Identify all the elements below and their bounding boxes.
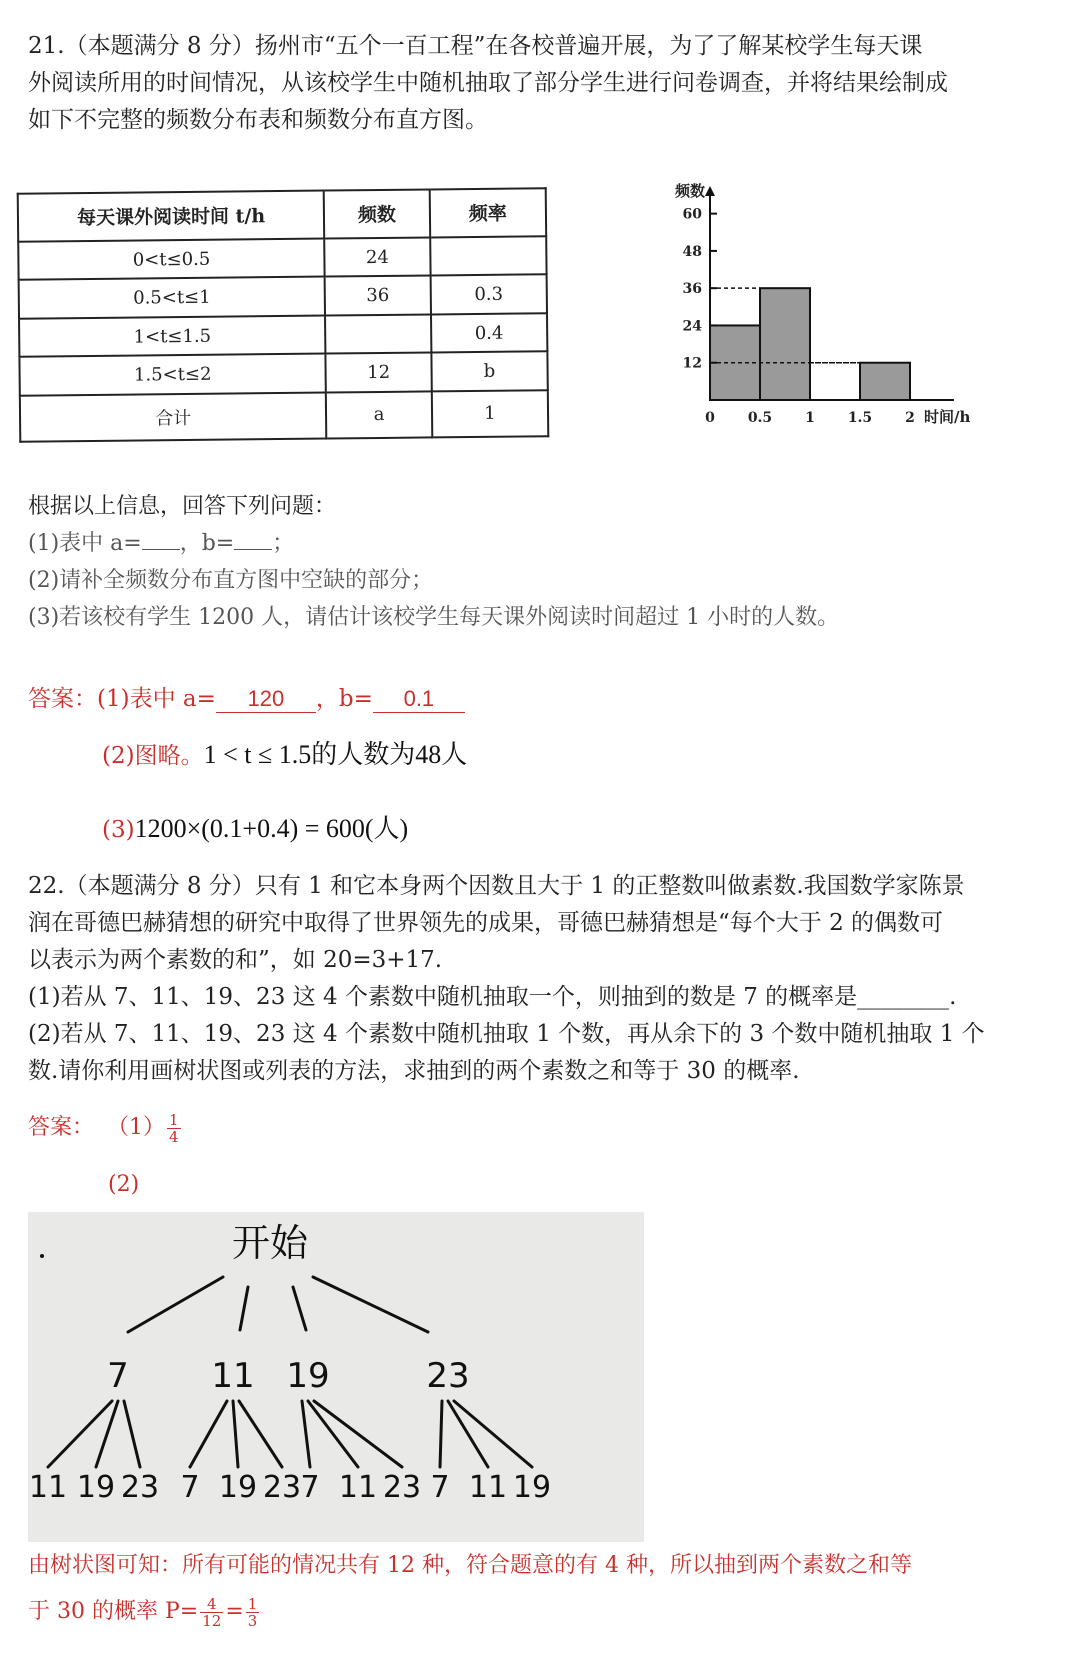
- q22-conclusion-line-2: [28, 1594, 1048, 1630]
- q21-stem-line-3: 如下不完整的频数分布表和频数分布直方图。: [28, 107, 488, 133]
- y-tick-label: 60: [682, 206, 702, 223]
- x-tick-label: 0.5: [747, 410, 773, 426]
- table-header-cell: 频率: [430, 188, 547, 237]
- q21-answer-1-label: 答案：(1)表中 a=: [28, 686, 216, 712]
- stray-dot: [40, 1254, 44, 1258]
- q21-sub1-end: ；: [272, 531, 295, 556]
- q21-answer-1-b-label: ，b=: [315, 686, 373, 712]
- tree-branch: [96, 1401, 118, 1467]
- tree-diagram: [28, 1212, 644, 1542]
- tree-node-level2: 7: [180, 1470, 200, 1505]
- q21-sub3: (3)若该校有学生 1200 人，请估计该校学生每天课外阅读时间超过 1 小时的人数。: [28, 605, 840, 630]
- q22-stem: [28, 868, 1038, 1090]
- q21-answer-1: [28, 680, 465, 713]
- tree-branch: [314, 1401, 402, 1467]
- q22-stem-line-2: 润在哥德巴赫猜想的研究中取得了世界领先的成果，哥德巴赫猜想是“每个大于 2 的偶数可: [28, 910, 944, 936]
- q22-conclusion: [28, 1548, 1048, 1630]
- tree-node-level1: 23: [426, 1356, 470, 1396]
- table-cell: 12: [326, 353, 432, 393]
- tree-branch: [240, 1287, 248, 1330]
- table-row: [18, 236, 546, 280]
- frequency-table: [17, 187, 550, 443]
- table-cell: 1: [432, 390, 549, 437]
- x-axis-label: 时间/h: [924, 408, 971, 426]
- tree-node-level2: 19: [218, 1470, 258, 1505]
- x-tick-label: 2: [905, 410, 915, 426]
- y-axis-label: 频数: [674, 182, 705, 200]
- tree-branch: [124, 1401, 140, 1467]
- fraction-denominator: 12: [202, 1611, 222, 1630]
- q22-sub1: (1)若从 7、11、19、23 这 4 个素数中随机抽取一个，则抽到的数是 7 的概率是________.: [28, 984, 957, 1010]
- y-axis-arrow: [705, 186, 715, 196]
- y-tick-label: 24: [682, 318, 702, 335]
- table-row: [20, 390, 548, 442]
- x-tick-label: 0: [705, 410, 715, 426]
- y-tick-label: 36: [682, 281, 702, 298]
- q21-sub1-b: ，b=: [179, 531, 235, 556]
- tree-branch: [233, 1401, 238, 1467]
- tree-node-level2: 7: [430, 1470, 450, 1505]
- tree-branch: [128, 1277, 223, 1332]
- probability-fraction-2: [246, 1596, 260, 1629]
- fraction-numerator: 1: [247, 1594, 258, 1613]
- table-cell: 0<t≤0.5: [18, 238, 325, 280]
- q21-sub1: [28, 525, 1038, 562]
- tree-node-level2: 11: [338, 1470, 378, 1505]
- tree-branch: [293, 1287, 306, 1330]
- histogram-bar: [860, 363, 910, 400]
- table-row: [19, 274, 547, 318]
- tree-node-level2: 7: [300, 1470, 320, 1505]
- tree-node-level1: 11: [211, 1356, 255, 1396]
- table-cell: 合计: [20, 392, 327, 441]
- histogram-bar: [760, 288, 810, 400]
- q22-conclusion-line-1: 由树状图可知：所有可能的情况共有 12 种，符合题意的有 4 种，所以抽到两个素数之和等: [28, 1553, 912, 1578]
- q21-answer-b: 0.1: [373, 686, 465, 713]
- table-cell: a: [326, 391, 432, 438]
- tree-branch: [239, 1401, 282, 1467]
- q22-answer-label: 答案：: [28, 1115, 95, 1140]
- table-header-cell: 每天课外阅读时间 t/h: [18, 191, 325, 242]
- tree-node-level1: 7: [107, 1356, 129, 1396]
- tree-branch: [440, 1401, 442, 1467]
- table-cell: b: [431, 351, 548, 391]
- table-cell: 0.3: [430, 274, 547, 314]
- x-tick-label: 1.5: [847, 410, 873, 426]
- probability-fraction-1: [200, 1596, 223, 1629]
- y-tick-label: 12: [682, 355, 702, 372]
- tree-branch: [308, 1401, 358, 1467]
- tree-branch: [302, 1401, 310, 1467]
- tree-branch: [454, 1401, 532, 1467]
- table-cell: [325, 314, 431, 354]
- tree-node-level2: 11: [468, 1470, 508, 1505]
- table-cell: 1.5<t≤2: [19, 354, 326, 396]
- q21-stem-line-1: 21.（本题满分 8 分）扬州市“五个一百工程”在各校普遍开展，为了了解某校学生每天课: [28, 33, 923, 59]
- table-header-cell: 频数: [324, 189, 430, 238]
- q21-prompt: 根据以上信息，回答下列问题：: [28, 494, 337, 519]
- fraction-denominator: 3: [247, 1611, 258, 1630]
- tree-branch: [190, 1401, 227, 1467]
- table-cell: 1<t≤1.5: [19, 315, 326, 357]
- tree-diagram-photo: [28, 1212, 644, 1542]
- q22-sub2-line-1: (2)若从 7、11、19、23 这 4 个素数中随机抽取 1 个数，再从余下的 3 个数中随机抽取 1 个: [28, 1021, 985, 1047]
- q22-sub2-line-2: 数.请你利用画树状图或列表的方法，求抽到的两个素数之和等于 30 的概率.: [28, 1058, 800, 1084]
- q22-conclusion-text: 于 30 的概率 P=: [28, 1599, 199, 1624]
- tree-branch: [48, 1401, 112, 1467]
- q21-questions: [28, 488, 1038, 636]
- table-row: [19, 313, 547, 357]
- q21-answer-3: [102, 808, 408, 845]
- frequency-histogram: [674, 180, 1000, 450]
- tree-node-level2: 19: [512, 1470, 552, 1505]
- y-tick-label: 48: [682, 243, 702, 260]
- table-cell: 0.4: [431, 313, 548, 353]
- table-header-row: [18, 188, 546, 241]
- tree-node-level2: 19: [76, 1470, 116, 1505]
- fraction-denominator: 4: [169, 1127, 179, 1146]
- table-cell: 0.5<t≤1: [19, 277, 326, 319]
- q22-stem-line-1: 22.（本题满分 8 分）只有 1 和它本身两个因数且大于 1 的正整数叫做素数.我国数学家陈景: [28, 873, 965, 899]
- table-cell: [430, 236, 547, 276]
- tree-node-level2: 23: [262, 1470, 302, 1505]
- q21-answer-a: 120: [216, 686, 316, 713]
- q22-answer-2-label: (2): [108, 1172, 140, 1197]
- tree-node-level2: 23: [382, 1470, 422, 1505]
- fraction-numerator: 1: [169, 1110, 179, 1129]
- tree-node-level1: 19: [286, 1356, 330, 1396]
- equals-sign: =: [225, 1599, 244, 1624]
- q21-answer-2-text: 1 < t ≤ 1.5的人数为48人: [203, 740, 468, 769]
- table-cell: 36: [325, 276, 431, 316]
- q22-stem-line-3: 以表示为两个素数的和”，如 20=3+17.: [28, 947, 443, 973]
- q21-sub1-text: (1)表中 a=: [28, 531, 142, 556]
- q21-answer-3-label: (3): [102, 817, 135, 843]
- q21-answer-2: [102, 734, 467, 771]
- q21-stem: [28, 28, 1038, 139]
- q22-answer-1: [28, 1110, 183, 1145]
- tree-node-level2: 23: [120, 1470, 160, 1505]
- tree-branch: [313, 1277, 428, 1332]
- table-row: [19, 351, 547, 395]
- q22-answer-1-label: （1）: [107, 1115, 166, 1140]
- x-tick-label: 1: [805, 410, 815, 426]
- tree-root: 开始: [231, 1221, 309, 1265]
- tree-node-level2: 11: [28, 1470, 68, 1505]
- q21-stem-line-2: 外阅读所用的时间情况，从该校学生中随机抽取了部分学生进行问卷调查，并将结果绘制成: [28, 70, 948, 96]
- q21-answer-2-label: (2)图略。: [102, 743, 204, 769]
- q21-answer-3-text: 1200×(0.1+0.4) = 600(人): [134, 814, 409, 843]
- q21-sub2: (2)请补全频数分布直方图中空缺的部分；: [28, 568, 434, 593]
- q22-answer-1-fraction: [167, 1112, 181, 1145]
- fraction-numerator: 4: [200, 1596, 223, 1613]
- table-cell: 24: [324, 237, 430, 277]
